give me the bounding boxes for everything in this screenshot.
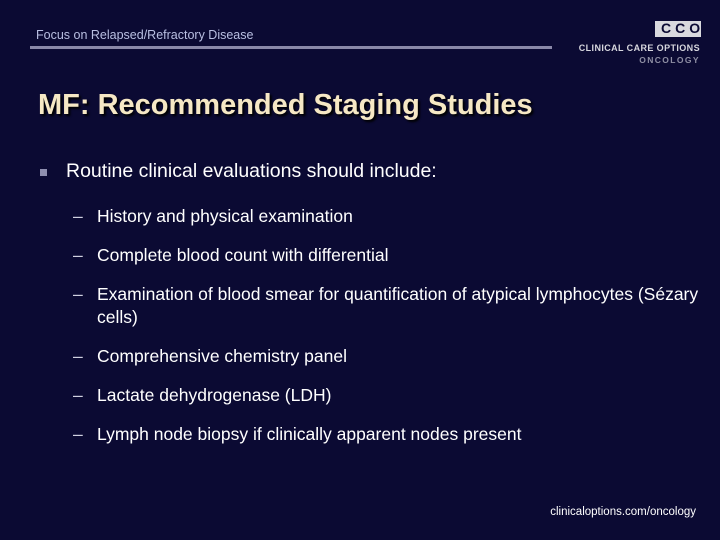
main-bullet [40,160,700,183]
list-item [40,384,700,407]
dash-icon: – [73,424,83,444]
slide-content [40,160,700,462]
list-item [40,244,700,267]
dash-icon: – [73,284,83,304]
logo-letters: CCO [661,20,705,36]
list-item [40,423,700,446]
list-item [40,205,700,228]
list-item [40,283,700,329]
list-item-text: Lymph node biopsy if clinically apparent nodes present [97,424,522,444]
list-item-text: Complete blood count with differential [97,245,389,265]
list-item-text: Lactate dehydrogenase (LDH) [97,385,332,405]
section-header: Focus on Relapsed/Refractory Disease [36,28,254,42]
main-bullet-text: Routine clinical evaluations should include: [66,160,437,182]
list-item-text: History and physical examination [97,206,353,226]
slide-title: MF: Recommended Staging Studies [38,89,533,121]
logo-subtitle: ONCOLOGY [639,55,700,65]
logo-name: CLINICAL CARE OPTIONS [578,43,700,53]
list-item-text: Examination of blood smear for quantification of atypical lymphocytes (Sézary cells) [97,284,699,327]
dash-icon: – [73,206,83,226]
bullet-square-icon [40,169,47,176]
header-divider [30,46,552,49]
dash-icon: – [73,385,83,405]
dash-icon: – [73,346,83,366]
dash-icon: – [73,245,83,265]
footer-url[interactable]: clinicaloptions.com/oncology [550,506,696,518]
list-item-text: Comprehensive chemistry panel [97,346,347,366]
sub-bullet-list [40,205,700,446]
cco-logo [560,19,705,67]
list-item [40,345,700,368]
